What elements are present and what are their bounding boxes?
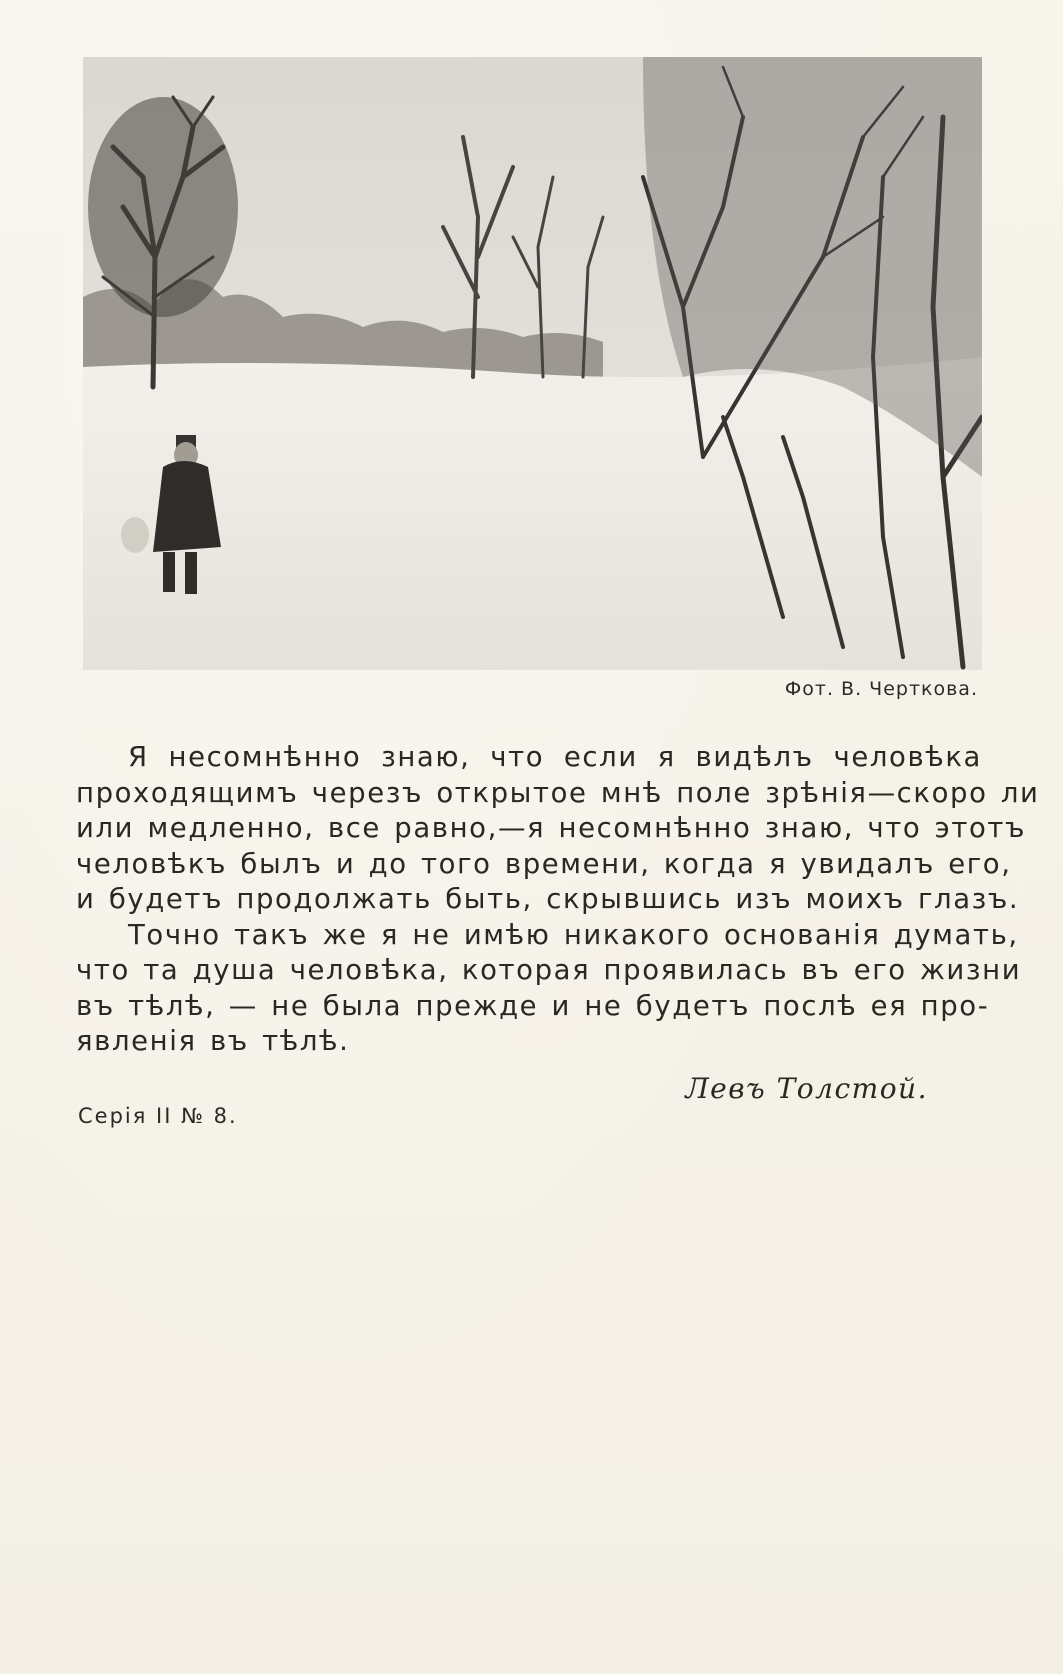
series-number: Серія II № 8. [78,1104,238,1128]
photo-credit: Фот. В. Черткова. [784,678,978,700]
quote-line: проходящимъ черезъ открытое мнѣ поле зрѣнія—скоро ли [76,776,1040,809]
winter-walk-photo [83,57,982,670]
quote-line: что та душа человѣка, которая проявилась въ его жизни [76,954,1022,986]
quote-line: и будетъ продолжать быть, скрывшись изъ моихъ глазъ. [76,883,1020,915]
quote-line: или медленно, все равно,—я несомнѣнно знаю, что этотъ [76,812,1027,844]
quote-line: Я несомнѣнно знаю, что если я видѣлъ человѣка [128,741,982,773]
quote-line: человѣкъ былъ и до того времени, когда я увидалъ его, [76,847,1012,880]
quote-line: въ тѣлѣ, — не была прежде и не будетъ послѣ ея про- [76,989,990,1022]
quote-line: Точно такъ же я не имѣю никакого основанія думать, [128,918,1019,951]
quote-line: явленія въ тѣлѣ. [76,1025,350,1057]
author-signature: Левъ Толстой. [685,1072,928,1105]
tolstoy-quote [76,740,1040,1060]
